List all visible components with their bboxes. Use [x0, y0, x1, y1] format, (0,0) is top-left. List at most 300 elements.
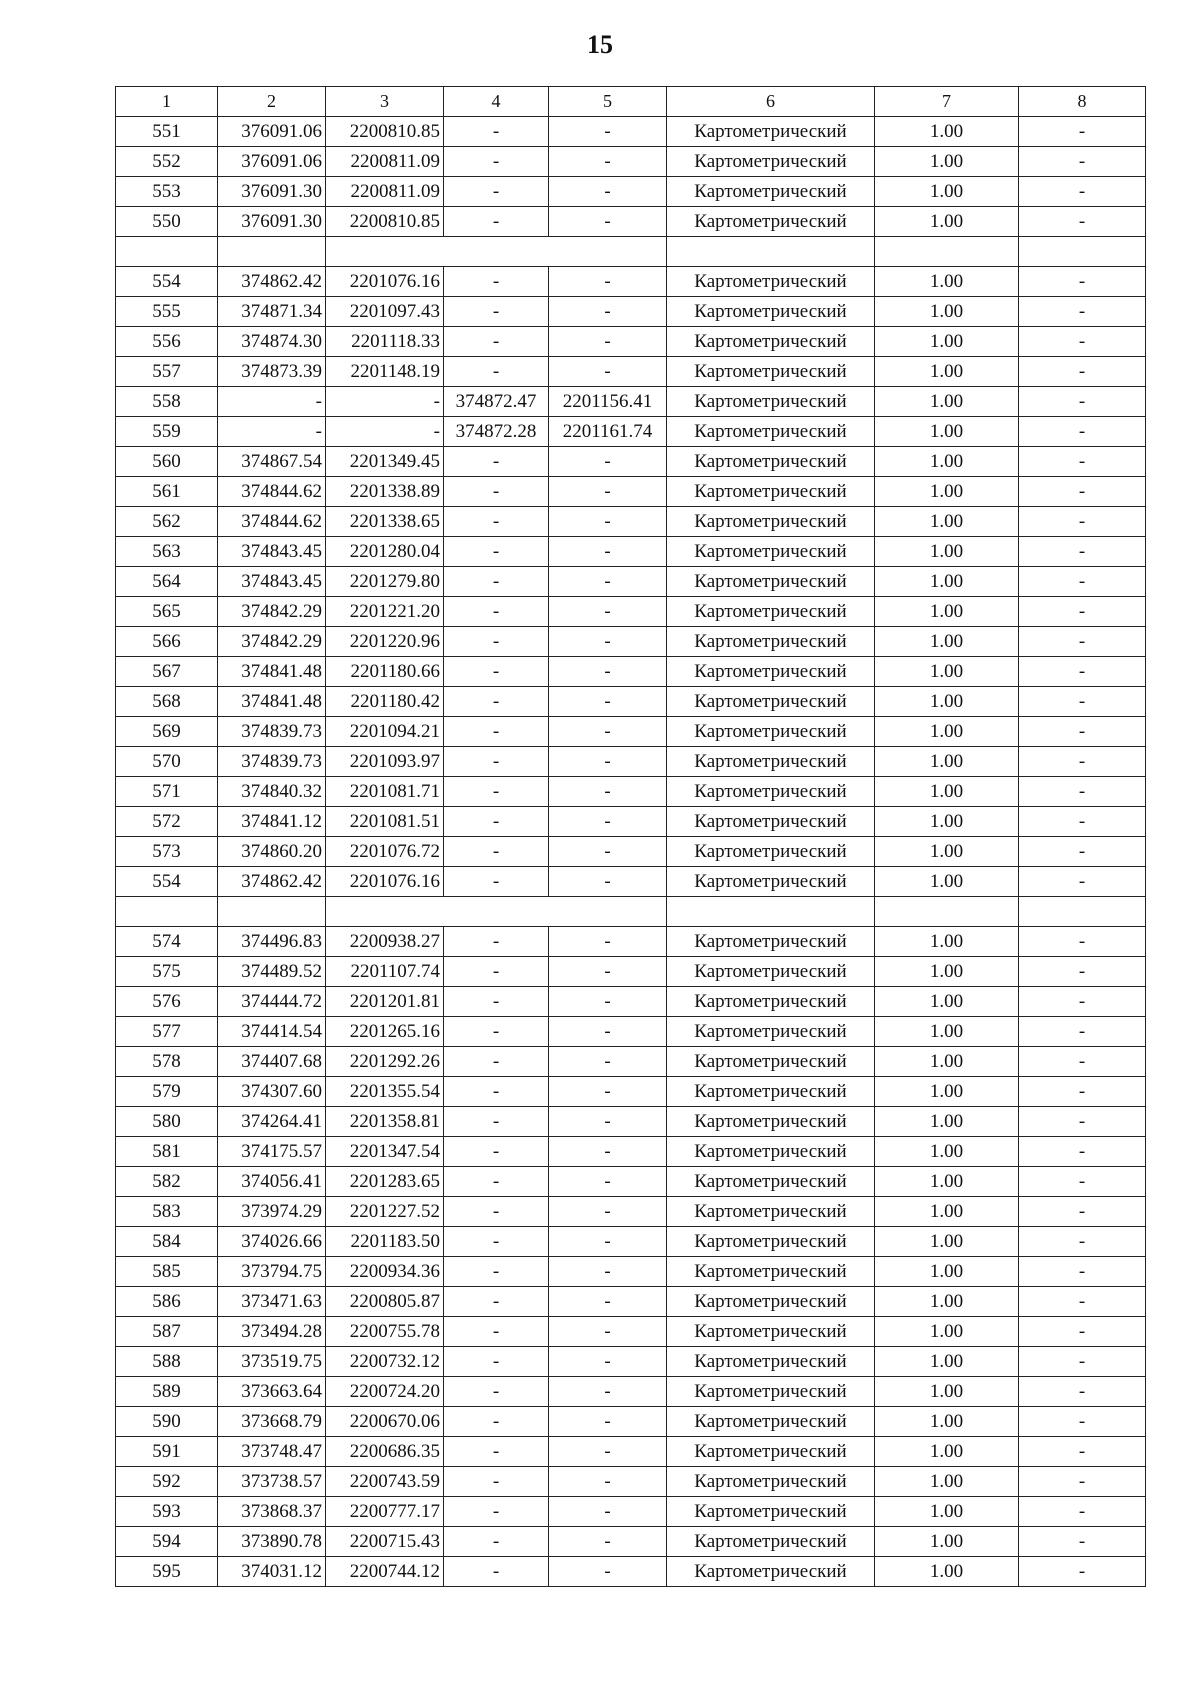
- point-number-cell: 584: [116, 1227, 218, 1257]
- point-number-cell: 585: [116, 1257, 218, 1287]
- x-coordinate-cell: 374871.34: [218, 297, 326, 327]
- accuracy-cell: 1.00: [875, 507, 1019, 537]
- method-cell: Картометрический: [667, 1137, 875, 1167]
- note-cell: -: [1019, 1167, 1146, 1197]
- y-coordinate-alt-cell: -: [549, 1317, 667, 1347]
- table-row: [116, 507, 1146, 537]
- page-number: 15: [587, 30, 613, 59]
- accuracy-cell: 1.00: [875, 1437, 1019, 1467]
- point-number-cell: 558: [116, 387, 218, 417]
- note-cell: -: [1019, 867, 1146, 897]
- note-cell: -: [1019, 267, 1146, 297]
- point-number-cell: 561: [116, 477, 218, 507]
- x-coordinate-alt-cell: -: [444, 717, 549, 747]
- note-cell: -: [1019, 807, 1146, 837]
- x-coordinate-alt-cell: -: [444, 1497, 549, 1527]
- method-cell: Картометрический: [667, 357, 875, 387]
- x-coordinate-cell: 374842.29: [218, 597, 326, 627]
- accuracy-cell: 1.00: [875, 1467, 1019, 1497]
- method-cell: Картометрический: [667, 1407, 875, 1437]
- x-coordinate-alt-cell: -: [444, 177, 549, 207]
- y-coordinate-alt-cell: -: [549, 357, 667, 387]
- y-coordinate-alt-cell: -: [549, 1197, 667, 1227]
- table-row: [116, 1377, 1146, 1407]
- y-coordinate-alt-cell: -: [549, 837, 667, 867]
- note-cell: -: [1019, 1467, 1146, 1497]
- table-row: [116, 807, 1146, 837]
- separator-cell: [116, 897, 218, 927]
- method-cell: Картометрический: [667, 1437, 875, 1467]
- x-coordinate-cell: 374264.41: [218, 1107, 326, 1137]
- y-coordinate-cell: 2200805.87: [326, 1287, 444, 1317]
- method-cell: Картометрический: [667, 927, 875, 957]
- table-row: [116, 1347, 1146, 1377]
- note-cell: -: [1019, 207, 1146, 237]
- y-coordinate-cell: 2200744.12: [326, 1557, 444, 1587]
- point-number-cell: 566: [116, 627, 218, 657]
- table-row: [116, 147, 1146, 177]
- y-coordinate-cell: 2201107.74: [326, 957, 444, 987]
- method-cell: Картометрический: [667, 267, 875, 297]
- x-coordinate-cell: 374175.57: [218, 1137, 326, 1167]
- y-coordinate-cell: 2201076.16: [326, 267, 444, 297]
- method-cell: Картометрический: [667, 1287, 875, 1317]
- x-coordinate-cell: 374056.41: [218, 1167, 326, 1197]
- accuracy-cell: 1.00: [875, 837, 1019, 867]
- y-coordinate-cell: 2200724.20: [326, 1377, 444, 1407]
- table-row: [116, 1227, 1146, 1257]
- x-coordinate-cell: 374842.29: [218, 627, 326, 657]
- x-coordinate-cell: 374840.32: [218, 777, 326, 807]
- note-cell: -: [1019, 1197, 1146, 1227]
- y-coordinate-alt-cell: -: [549, 147, 667, 177]
- x-coordinate-alt-cell: -: [444, 447, 549, 477]
- x-coordinate-alt-cell: -: [444, 1317, 549, 1347]
- y-coordinate-alt-cell: -: [549, 447, 667, 477]
- x-coordinate-cell: 374414.54: [218, 1017, 326, 1047]
- point-number-cell: 568: [116, 687, 218, 717]
- method-cell: Картометрический: [667, 627, 875, 657]
- y-coordinate-alt-cell: -: [549, 927, 667, 957]
- x-coordinate-cell: 374839.73: [218, 747, 326, 777]
- method-cell: Картометрический: [667, 1377, 875, 1407]
- point-number-cell: 551: [116, 117, 218, 147]
- y-coordinate-cell: 2200810.85: [326, 117, 444, 147]
- x-coordinate-cell: 376091.30: [218, 177, 326, 207]
- method-cell: Картометрический: [667, 1227, 875, 1257]
- x-coordinate-cell: -: [218, 417, 326, 447]
- x-coordinate-alt-cell: -: [444, 1137, 549, 1167]
- table-row: [116, 957, 1146, 987]
- y-coordinate-alt-cell: -: [549, 1407, 667, 1437]
- note-cell: -: [1019, 747, 1146, 777]
- y-coordinate-alt-cell: -: [549, 567, 667, 597]
- note-cell: -: [1019, 1287, 1146, 1317]
- point-number-cell: 562: [116, 507, 218, 537]
- point-number-cell: 565: [116, 597, 218, 627]
- y-coordinate-alt-cell: 2201161.74: [549, 417, 667, 447]
- table-row: [116, 357, 1146, 387]
- point-number-cell: 557: [116, 357, 218, 387]
- x-coordinate-cell: 373868.37: [218, 1497, 326, 1527]
- point-number-cell: 574: [116, 927, 218, 957]
- y-coordinate-cell: 2200811.09: [326, 177, 444, 207]
- table-row: [116, 837, 1146, 867]
- y-coordinate-cell: 2201076.72: [326, 837, 444, 867]
- x-coordinate-alt-cell: -: [444, 687, 549, 717]
- accuracy-cell: 1.00: [875, 627, 1019, 657]
- x-coordinate-alt-cell: -: [444, 147, 549, 177]
- y-coordinate-alt-cell: -: [549, 327, 667, 357]
- x-coordinate-alt-cell: -: [444, 537, 549, 567]
- point-number-cell: 593: [116, 1497, 218, 1527]
- table-row: [116, 297, 1146, 327]
- y-coordinate-cell: 2200934.36: [326, 1257, 444, 1287]
- y-coordinate-alt-cell: -: [549, 1257, 667, 1287]
- note-cell: -: [1019, 447, 1146, 477]
- table-row: [116, 567, 1146, 597]
- x-coordinate-cell: 374496.83: [218, 927, 326, 957]
- x-coordinate-alt-cell: -: [444, 657, 549, 687]
- note-cell: -: [1019, 1017, 1146, 1047]
- x-coordinate-alt-cell: -: [444, 1167, 549, 1197]
- point-number-cell: 556: [116, 327, 218, 357]
- method-cell: Картометрический: [667, 1347, 875, 1377]
- table-row: [116, 1197, 1146, 1227]
- y-coordinate-cell: 2201280.04: [326, 537, 444, 567]
- y-coordinate-alt-cell: -: [549, 987, 667, 1017]
- y-coordinate-cell: 2201265.16: [326, 1017, 444, 1047]
- x-coordinate-alt-cell: -: [444, 1107, 549, 1137]
- point-number-cell: 591: [116, 1437, 218, 1467]
- x-coordinate-alt-cell: -: [444, 327, 549, 357]
- method-cell: Картометрический: [667, 297, 875, 327]
- y-coordinate-alt-cell: -: [549, 687, 667, 717]
- method-cell: Картометрический: [667, 1047, 875, 1077]
- point-number-cell: 590: [116, 1407, 218, 1437]
- table-row: [116, 117, 1146, 147]
- column-header-6: 6: [667, 87, 875, 117]
- method-cell: Картометрический: [667, 747, 875, 777]
- accuracy-cell: 1.00: [875, 327, 1019, 357]
- point-number-cell: 583: [116, 1197, 218, 1227]
- y-coordinate-alt-cell: -: [549, 207, 667, 237]
- note-cell: -: [1019, 1227, 1146, 1257]
- column-header-2: 2: [218, 87, 326, 117]
- table-row: [116, 447, 1146, 477]
- x-coordinate-alt-cell: -: [444, 627, 549, 657]
- accuracy-cell: 1.00: [875, 1137, 1019, 1167]
- separator-cell: [218, 237, 326, 267]
- y-coordinate-alt-cell: -: [549, 747, 667, 777]
- y-coordinate-cell: 2200755.78: [326, 1317, 444, 1347]
- x-coordinate-cell: 376091.06: [218, 117, 326, 147]
- table-row: [116, 627, 1146, 657]
- x-coordinate-alt-cell: 374872.47: [444, 387, 549, 417]
- table-row: [116, 207, 1146, 237]
- x-coordinate-alt-cell: -: [444, 1077, 549, 1107]
- method-cell: Картометрический: [667, 1107, 875, 1137]
- separator-cell: [667, 897, 875, 927]
- x-coordinate-cell: 373748.47: [218, 1437, 326, 1467]
- accuracy-cell: 1.00: [875, 1227, 1019, 1257]
- x-coordinate-alt-cell: -: [444, 1257, 549, 1287]
- point-number-cell: 571: [116, 777, 218, 807]
- y-coordinate-alt-cell: -: [549, 597, 667, 627]
- x-coordinate-cell: 374031.12: [218, 1557, 326, 1587]
- x-coordinate-alt-cell: -: [444, 1227, 549, 1257]
- y-coordinate-cell: 2201283.65: [326, 1167, 444, 1197]
- point-number-cell: 592: [116, 1467, 218, 1497]
- x-coordinate-cell: 374841.48: [218, 687, 326, 717]
- y-coordinate-alt-cell: -: [549, 1437, 667, 1467]
- separator-cell: [116, 237, 218, 267]
- table-row: [116, 477, 1146, 507]
- method-cell: Картометрический: [667, 1017, 875, 1047]
- point-number-cell: 554: [116, 867, 218, 897]
- accuracy-cell: 1.00: [875, 1197, 1019, 1227]
- note-cell: -: [1019, 1317, 1146, 1347]
- table-row: [116, 1407, 1146, 1437]
- note-cell: -: [1019, 837, 1146, 867]
- table-row: [116, 597, 1146, 627]
- y-coordinate-alt-cell: -: [549, 1227, 667, 1257]
- table-row: [116, 777, 1146, 807]
- note-cell: -: [1019, 387, 1146, 417]
- note-cell: -: [1019, 1497, 1146, 1527]
- point-number-cell: 569: [116, 717, 218, 747]
- note-cell: -: [1019, 357, 1146, 387]
- x-coordinate-alt-cell: -: [444, 267, 549, 297]
- x-coordinate-alt-cell: -: [444, 1287, 549, 1317]
- y-coordinate-cell: 2201292.26: [326, 1047, 444, 1077]
- y-coordinate-cell: -: [326, 417, 444, 447]
- accuracy-cell: 1.00: [875, 117, 1019, 147]
- method-cell: Картометрический: [667, 717, 875, 747]
- method-cell: Картометрический: [667, 1257, 875, 1287]
- separator-row: [116, 237, 1146, 267]
- table-row: [116, 1017, 1146, 1047]
- x-coordinate-cell: 374843.45: [218, 567, 326, 597]
- x-coordinate-cell: 374307.60: [218, 1077, 326, 1107]
- y-coordinate-cell: 2200777.17: [326, 1497, 444, 1527]
- method-cell: Картометрический: [667, 1557, 875, 1587]
- method-cell: Картометрический: [667, 687, 875, 717]
- table-row: [116, 1557, 1146, 1587]
- table-header-row: [116, 87, 1146, 117]
- table-row: [116, 867, 1146, 897]
- table-row: [116, 387, 1146, 417]
- x-coordinate-alt-cell: -: [444, 477, 549, 507]
- accuracy-cell: 1.00: [875, 1407, 1019, 1437]
- x-coordinate-cell: 374862.42: [218, 867, 326, 897]
- x-coordinate-cell: 373471.63: [218, 1287, 326, 1317]
- y-coordinate-alt-cell: -: [549, 717, 667, 747]
- point-number-cell: 575: [116, 957, 218, 987]
- x-coordinate-alt-cell: -: [444, 1467, 549, 1497]
- y-coordinate-cell: 2201093.97: [326, 747, 444, 777]
- x-coordinate-cell: 374873.39: [218, 357, 326, 387]
- method-cell: Картометрический: [667, 537, 875, 567]
- y-coordinate-alt-cell: -: [549, 1347, 667, 1377]
- y-coordinate-cell: 2201338.89: [326, 477, 444, 507]
- note-cell: -: [1019, 717, 1146, 747]
- point-number-cell: 559: [116, 417, 218, 447]
- method-cell: Картометрический: [667, 207, 875, 237]
- accuracy-cell: 1.00: [875, 1047, 1019, 1077]
- note-cell: -: [1019, 567, 1146, 597]
- method-cell: Картометрический: [667, 477, 875, 507]
- point-number-cell: 576: [116, 987, 218, 1017]
- y-coordinate-cell: 2201338.65: [326, 507, 444, 537]
- method-cell: Картометрический: [667, 447, 875, 477]
- note-cell: -: [1019, 1407, 1146, 1437]
- y-coordinate-cell: 2200938.27: [326, 927, 444, 957]
- note-cell: -: [1019, 147, 1146, 177]
- x-coordinate-alt-cell: -: [444, 1197, 549, 1227]
- coordinates-table: [115, 86, 1146, 1587]
- x-coordinate-cell: 373974.29: [218, 1197, 326, 1227]
- note-cell: -: [1019, 597, 1146, 627]
- point-number-cell: 553: [116, 177, 218, 207]
- table-row: [116, 1107, 1146, 1137]
- x-coordinate-alt-cell: -: [444, 507, 549, 537]
- separator-cell: [326, 897, 667, 927]
- method-cell: Картометрический: [667, 117, 875, 147]
- table-row: [116, 1497, 1146, 1527]
- y-coordinate-cell: 2201279.80: [326, 567, 444, 597]
- accuracy-cell: 1.00: [875, 477, 1019, 507]
- x-coordinate-alt-cell: -: [444, 1347, 549, 1377]
- y-coordinate-cell: 2200810.85: [326, 207, 444, 237]
- accuracy-cell: 1.00: [875, 1107, 1019, 1137]
- method-cell: Картометрический: [667, 507, 875, 537]
- x-coordinate-cell: 374867.54: [218, 447, 326, 477]
- point-number-cell: 579: [116, 1077, 218, 1107]
- note-cell: -: [1019, 477, 1146, 507]
- y-coordinate-alt-cell: -: [549, 1047, 667, 1077]
- y-coordinate-cell: 2201220.96: [326, 627, 444, 657]
- method-cell: Картометрический: [667, 417, 875, 447]
- table-row: [116, 687, 1146, 717]
- y-coordinate-cell: 2201094.21: [326, 717, 444, 747]
- y-coordinate-alt-cell: -: [549, 807, 667, 837]
- note-cell: -: [1019, 1377, 1146, 1407]
- method-cell: Картометрический: [667, 987, 875, 1017]
- x-coordinate-cell: 373738.57: [218, 1467, 326, 1497]
- x-coordinate-cell: 374844.62: [218, 477, 326, 507]
- table-row: [116, 327, 1146, 357]
- table-row: [116, 1437, 1146, 1467]
- note-cell: -: [1019, 177, 1146, 207]
- x-coordinate-alt-cell: -: [444, 1557, 549, 1587]
- y-coordinate-cell: 2201358.81: [326, 1107, 444, 1137]
- x-coordinate-cell: 374026.66: [218, 1227, 326, 1257]
- table-row: [116, 987, 1146, 1017]
- separator-cell: [875, 237, 1019, 267]
- y-coordinate-cell: 2201227.52: [326, 1197, 444, 1227]
- accuracy-cell: 1.00: [875, 1287, 1019, 1317]
- note-cell: -: [1019, 687, 1146, 717]
- method-cell: Картометрический: [667, 957, 875, 987]
- point-number-cell: 578: [116, 1047, 218, 1077]
- y-coordinate-cell: 2201183.50: [326, 1227, 444, 1257]
- accuracy-cell: 1.00: [875, 177, 1019, 207]
- y-coordinate-alt-cell: -: [549, 117, 667, 147]
- y-coordinate-cell: 2201355.54: [326, 1077, 444, 1107]
- y-coordinate-cell: 2201349.45: [326, 447, 444, 477]
- y-coordinate-cell: 2201180.42: [326, 687, 444, 717]
- x-coordinate-alt-cell: -: [444, 927, 549, 957]
- table-row: [116, 537, 1146, 567]
- note-cell: -: [1019, 657, 1146, 687]
- point-number-cell: 595: [116, 1557, 218, 1587]
- method-cell: Картометрический: [667, 1077, 875, 1107]
- point-number-cell: 572: [116, 807, 218, 837]
- y-coordinate-alt-cell: -: [549, 957, 667, 987]
- x-coordinate-cell: 374407.68: [218, 1047, 326, 1077]
- table-row: [116, 417, 1146, 447]
- method-cell: Картометрический: [667, 1167, 875, 1197]
- y-coordinate-alt-cell: -: [549, 867, 667, 897]
- point-number-cell: 577: [116, 1017, 218, 1047]
- y-coordinate-alt-cell: -: [549, 1527, 667, 1557]
- y-coordinate-cell: 2201201.81: [326, 987, 444, 1017]
- note-cell: -: [1019, 507, 1146, 537]
- note-cell: -: [1019, 1257, 1146, 1287]
- x-coordinate-cell: 373494.28: [218, 1317, 326, 1347]
- y-coordinate-alt-cell: -: [549, 507, 667, 537]
- point-number-cell: 589: [116, 1377, 218, 1407]
- y-coordinate-alt-cell: 2201156.41: [549, 387, 667, 417]
- note-cell: -: [1019, 327, 1146, 357]
- x-coordinate-alt-cell: -: [444, 1377, 549, 1407]
- x-coordinate-alt-cell: -: [444, 867, 549, 897]
- point-number-cell: 550: [116, 207, 218, 237]
- note-cell: -: [1019, 1557, 1146, 1587]
- y-coordinate-alt-cell: -: [549, 1107, 667, 1137]
- point-number-cell: 588: [116, 1347, 218, 1377]
- note-cell: -: [1019, 987, 1146, 1017]
- y-coordinate-alt-cell: -: [549, 1557, 667, 1587]
- x-coordinate-cell: 374860.20: [218, 837, 326, 867]
- x-coordinate-alt-cell: -: [444, 297, 549, 327]
- accuracy-cell: 1.00: [875, 1077, 1019, 1107]
- accuracy-cell: 1.00: [875, 597, 1019, 627]
- point-number-cell: 563: [116, 537, 218, 567]
- x-coordinate-cell: 374862.42: [218, 267, 326, 297]
- column-header-3: 3: [326, 87, 444, 117]
- x-coordinate-alt-cell: -: [444, 957, 549, 987]
- y-coordinate-alt-cell: -: [549, 297, 667, 327]
- accuracy-cell: 1.00: [875, 957, 1019, 987]
- accuracy-cell: 1.00: [875, 657, 1019, 687]
- method-cell: Картометрический: [667, 777, 875, 807]
- accuracy-cell: 1.00: [875, 567, 1019, 597]
- method-cell: Картометрический: [667, 147, 875, 177]
- x-coordinate-cell: 373890.78: [218, 1527, 326, 1557]
- accuracy-cell: 1.00: [875, 777, 1019, 807]
- table-row: [116, 267, 1146, 297]
- y-coordinate-alt-cell: -: [549, 1377, 667, 1407]
- accuracy-cell: 1.00: [875, 1497, 1019, 1527]
- column-header-1: 1: [116, 87, 218, 117]
- accuracy-cell: 1.00: [875, 387, 1019, 417]
- x-coordinate-alt-cell: -: [444, 1437, 549, 1467]
- note-cell: -: [1019, 1527, 1146, 1557]
- y-coordinate-alt-cell: -: [549, 477, 667, 507]
- point-number-cell: 555: [116, 297, 218, 327]
